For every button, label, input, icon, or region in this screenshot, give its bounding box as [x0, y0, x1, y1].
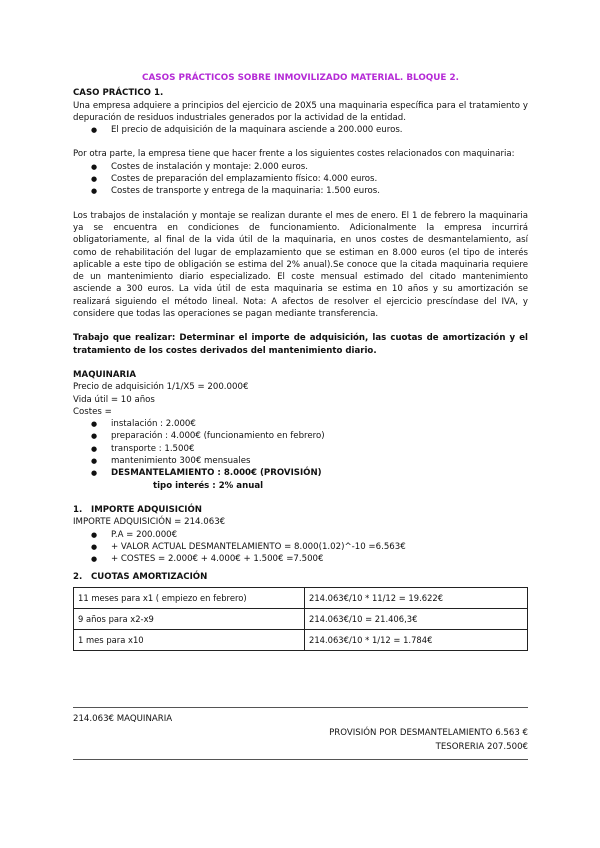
ledger-credit-provision: PROVISIÓN POR DESMANTELAMIENTO 6.563 €	[329, 728, 528, 738]
ledger-credit-tesoreria: TESORERIA 207.500€	[435, 742, 528, 752]
costs-intro: Por otra parte, la empresa tiene que hacer frente a los siguientes costes relacionados con maquinaria:	[73, 149, 515, 160]
interest-rate: tipo interés : 2% anual	[153, 480, 264, 491]
table-cell: 9 años para x2-x9	[74, 608, 305, 629]
list-item: ● preparación : 4.000€ (funcionamiento en febrero)	[111, 430, 528, 442]
section-1-heading	[73, 504, 528, 516]
table-row	[74, 587, 528, 608]
list-item: ● Costes de instalación y montaje: 2.000 euros.	[111, 161, 528, 173]
table-cell: 1 mes para x10	[74, 629, 305, 650]
section-2-heading	[73, 571, 528, 583]
maquinaria-line: Precio de adquisición 1/1/X5 = 200.000€	[73, 382, 249, 393]
main-paragraph: Los trabajos de instalación y montaje se realizan durante el mes de enero. El 1 de febrero la maquinaria ya se encuentra en condiciones de funcionamiento. Adicionalmente la empresa incurrirá obligatoriamente, al final de la vida útil de la maquinaria, en unos costes de desmantelamiento, así como de rehabilitación del lugar de emplazamiento que se estiman en 8.000 euros (el tipo de interés aplicable a este tipo de obligación se estima del 2% anual).Se conoce que la citada maquinaria requiere de un mantenimiento diario especializado. El coste mensual estimado del citado mantenimiento asciende a 300 euros. La vida útil de esta maquinaria se estima en 10 años y su amortización se realizará siguiendo el método lineal. Nota: A afectos de resolver el ejercicio prescíndase del IVA, y considere que todas las operaciones se pagan mediante transferencia.	[73, 210, 528, 320]
section-number: 1.	[73, 504, 83, 515]
costs-list	[73, 161, 528, 198]
table-cell: 214.063€/10 * 1/12 = 1.784€	[305, 629, 528, 650]
list-item: ● + COSTES = 2.000€ + 4.000€ + 1.500€ =7.500€	[111, 553, 528, 565]
table-cell: 214.063€/10 = 21.406,3€	[305, 608, 528, 629]
ledger-debit: 214.063€ MAQUINARIA	[73, 714, 173, 724]
maquinaria-line: Vida útil = 10 años	[73, 394, 155, 405]
table-cell: 214.063€/10 * 11/12 = 19.622€	[305, 587, 528, 608]
list-item: ● P.A = 200.000€	[111, 529, 528, 541]
desmantelamiento-item: ● DESMANTELAMIENTO : 8.000€ (PROVISIÓN)	[111, 467, 528, 479]
importe-total: IMPORTE ADQUISICIÓN = 214.063€	[73, 517, 226, 528]
list-item: ● mantenimiento 300€ mensuales	[111, 455, 528, 467]
list-item: ● Costes de preparación del emplazamiento físico: 4.000 euros.	[111, 173, 528, 185]
list-item: ● El precio de adquisición de la maquinara asciende a 200.000 euros.	[111, 124, 528, 136]
maquinaria-costs-list	[73, 418, 528, 479]
list-item: ● Costes de transporte y entrega de la maquinaria: 1.500 euros.	[111, 185, 528, 197]
task-statement: Trabajo que realizar: Determinar el importe de adquisición, las cuotas de amortización y el tratamiento de los costes derivados del mantenimiento diario.	[73, 333, 528, 356]
divider	[73, 707, 528, 708]
divider	[73, 759, 528, 760]
maquinaria-line: Costes =	[73, 406, 112, 417]
importe-list	[73, 529, 528, 566]
list-item: ● instalación : 2.000€	[111, 418, 528, 430]
ledger-credits	[329, 726, 528, 754]
section-number: 2.	[73, 572, 83, 583]
list-item: ● transporte : 1.500€	[111, 443, 528, 455]
intro-list	[73, 124, 528, 136]
document-title: CASOS PRÁCTICOS SOBRE INMOVILIZADO MATERIAL. BLOQUE 2.	[142, 73, 459, 83]
section-title: CUOTAS AMORTIZACIÓN	[91, 572, 208, 583]
list-item: ● + VALOR ACTUAL DESMANTELAMIENTO = 8.000(1.02)^-10 =6.563€	[111, 541, 528, 553]
table-cell: 11 meses para x1 ( empiezo en febrero)	[74, 587, 305, 608]
case-heading: CASO PRÁCTICO 1.	[73, 88, 164, 99]
table-row	[74, 629, 528, 650]
amortization-table	[73, 587, 528, 651]
document-body	[73, 72, 528, 651]
maquinaria-heading: MAQUINARIA	[73, 369, 136, 380]
table-row	[74, 608, 528, 629]
section-title: IMPORTE ADQUISICIÓN	[91, 504, 202, 515]
intro-paragraph: Una empresa adquiere a principios del ejercicio de 20X5 una maquinaria específica para el tratamiento y depuración de residuos industriales generados por la actividad de la entidad.	[73, 100, 528, 123]
